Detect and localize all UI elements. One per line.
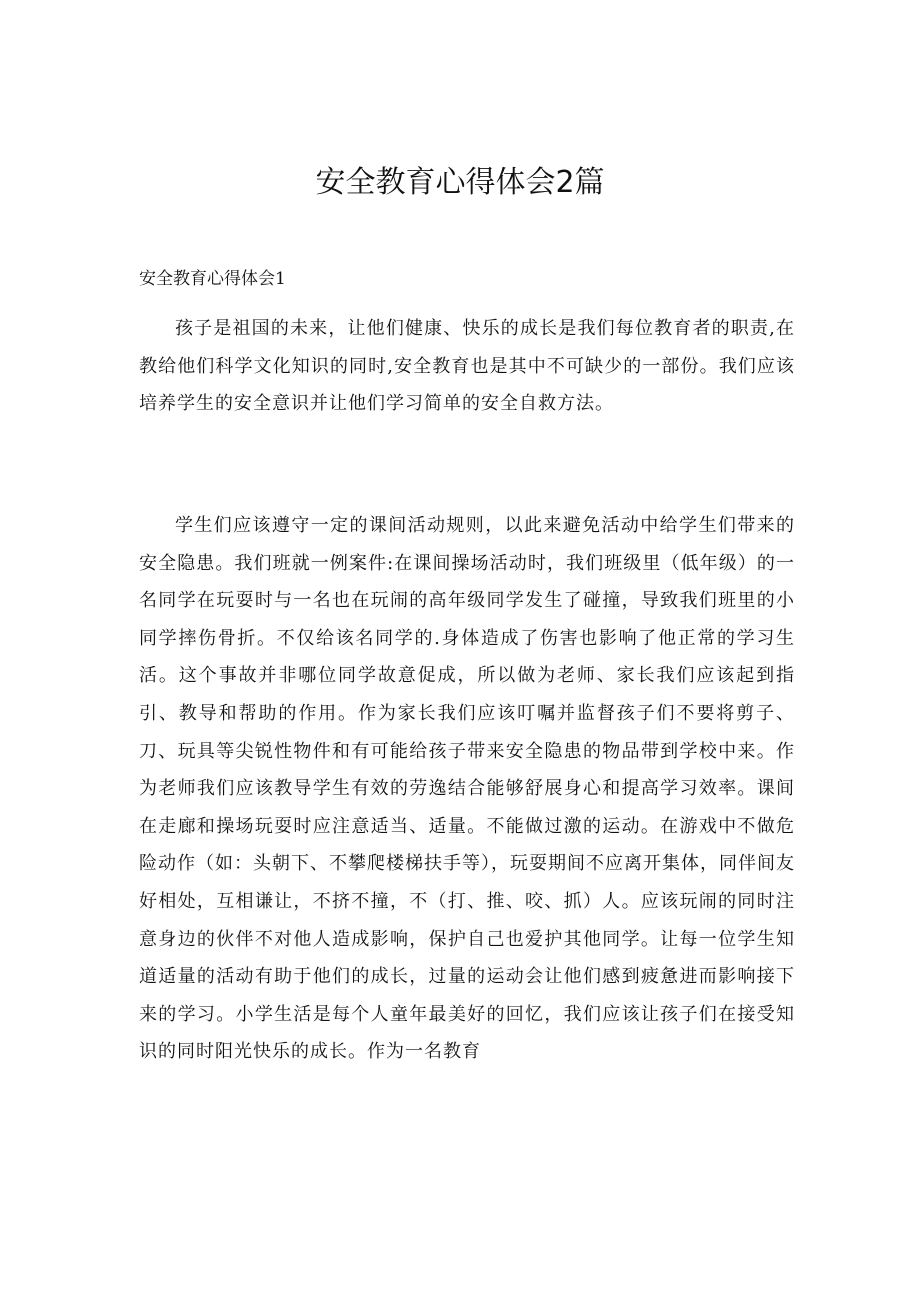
body-paragraph: 孩子是祖国的未来，让他们健康、快乐的成长是我们每位教育者的职责,在教给他们科学文化知识的同时,安全教育也是其中不可缺少的一部份。我们应该培养学生的安全意识并让他们学习简单的安全自救方法。 bbox=[139, 318, 795, 415]
section-heading: 安全教育心得体会1 bbox=[139, 269, 286, 289]
body-paragraph: 学生们应该遵守一定的课间活动规则，以此来避免活动中给学生们带来的安全隐患。我们班就一例案件:在课间操场活动时，我们班级里（低年级）的一名同学在玩耍时与一名也在玩闹的高年级同学发生了碰撞，导致我们班里的小同学摔伤骨折。不仅给该名同学的.身体造成了伤害也影响了他正常的学习生活。这个事故并非哪位同学故意促成，所以做为老师、家长我们应该起到指引、教导和帮助的作用。作为家长我们应该叮嘱并监督孩子们不要将剪子、刀、玩具等尖锐性物件和有可能给孩子带来安全隐患的物品带到学校中来。作为老师我们应该教导学生有效的劳逸结合能够舒展身心和提高学习效率。课间在走廊和操场玩耍时应注意适当、适量。不能做过激的运动。在游戏中不做危险动作（如：头朝下、不攀爬楼梯扶手等），玩耍期间不应离开集体，同伴间友好相处，互相谦让，不挤不撞，不（打、推、咬、抓）人。应该玩闹的同时注意身边的伙伴不对他人造成影响，保护自己也爱护其他同学。让每一位学生知道适量的活动有助于他们的成长，过量的运动会让他们感到疲惫进而影响接下来的学习。小学生活是每个人童年最美好的回忆，我们应该让孩子们在接受知识的同时阳光快乐的成长。作为一名教育 bbox=[139, 515, 795, 1063]
document-title: 安全教育心得体会2篇 bbox=[315, 165, 605, 200]
